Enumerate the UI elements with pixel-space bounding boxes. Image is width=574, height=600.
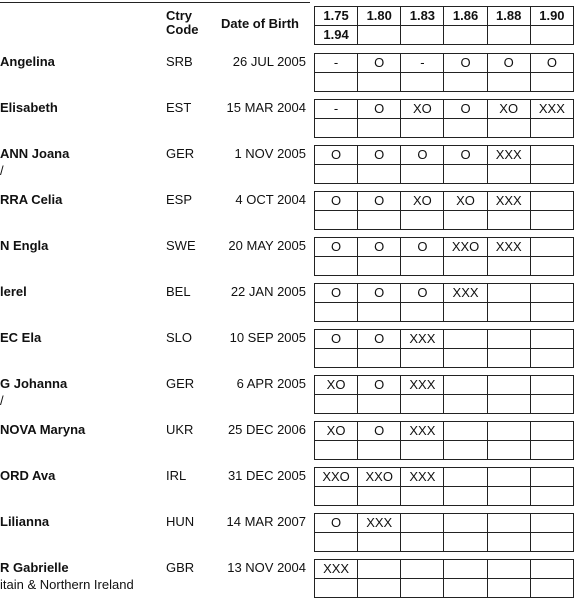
attempt-cell: XXO	[315, 468, 358, 487]
attempt-cell-blank	[358, 73, 401, 92]
attempts-row	[315, 100, 574, 119]
attempt-cell	[401, 560, 444, 579]
attempt-cell: O	[444, 146, 487, 165]
attempt-cell-blank	[358, 119, 401, 138]
attempt-cell: O	[315, 284, 358, 303]
attempt-cell	[530, 330, 573, 349]
attempts-row-blank	[315, 579, 574, 598]
height-cell: 1.75	[315, 7, 358, 26]
attempt-cell-blank	[530, 533, 573, 552]
attempt-cell: O	[358, 284, 401, 303]
attempt-cell-blank	[530, 257, 573, 276]
attempt-cell-blank	[315, 349, 358, 368]
heights-header-row-2	[315, 26, 574, 45]
attempt-cell: XXX	[401, 468, 444, 487]
attempt-cell-blank	[530, 303, 573, 322]
athlete-subtext: /	[0, 393, 4, 408]
height-cell: 1.86	[444, 7, 487, 26]
attempt-cell-blank	[315, 119, 358, 138]
attempt-cell-blank	[401, 579, 444, 598]
date-of-birth: 15 MAR 2004	[226, 100, 306, 115]
date-of-birth: 31 DEC 2005	[227, 468, 306, 483]
athlete-name: EC Ela	[0, 330, 42, 345]
athlete-name: ANN Joana	[0, 146, 70, 161]
attempt-cell: XXX	[487, 192, 530, 211]
attempt-cell	[487, 468, 530, 487]
country-code: SWE	[166, 238, 196, 253]
attempt-cell: O	[358, 100, 401, 119]
date-of-birth: 14 MAR 2007	[226, 514, 306, 529]
attempts-row	[315, 468, 574, 487]
attempt-cell	[487, 422, 530, 441]
attempts-row-blank	[315, 533, 574, 552]
attempt-cell: XXX	[530, 100, 573, 119]
country-code: SRB	[166, 54, 193, 69]
attempt-cell: XO	[315, 422, 358, 441]
attempt-cell	[487, 330, 530, 349]
attempt-cell-blank	[315, 395, 358, 414]
athlete-subtext: /	[0, 163, 4, 178]
height-cell: 1.80	[358, 7, 401, 26]
height-cell: 1.90	[530, 7, 573, 26]
attempt-cell	[444, 514, 487, 533]
attempt-cell: XXX	[358, 514, 401, 533]
attempt-cell-blank	[444, 257, 487, 276]
attempt-cell-blank	[401, 73, 444, 92]
height-cell: 1.94	[315, 26, 358, 45]
country-code: GER	[166, 146, 195, 161]
date-of-birth: 13 NOV 2004	[227, 560, 306, 575]
attempt-cell-blank	[315, 257, 358, 276]
country-code: HUN	[166, 514, 195, 529]
attempt-cell-blank	[530, 119, 573, 138]
attempt-cell-blank	[401, 165, 444, 184]
height-cell: 1.88	[487, 7, 530, 26]
attempt-cell: XO	[444, 192, 487, 211]
attempt-cell-blank	[315, 73, 358, 92]
attempt-cell-blank	[487, 487, 530, 506]
attempt-cell: XO	[487, 100, 530, 119]
attempts-row-blank	[315, 257, 574, 276]
attempts-row-blank	[315, 349, 574, 368]
athlete-name: R Gabrielle	[0, 560, 69, 575]
attempts-grid	[314, 467, 574, 506]
attempt-cell	[358, 560, 401, 579]
attempt-cell: XXX	[315, 560, 358, 579]
athlete-name: lerel	[0, 284, 27, 299]
column-header-ctry-code: Ctry Code	[166, 8, 199, 37]
attempt-cell-blank	[530, 579, 573, 598]
attempt-cell	[487, 514, 530, 533]
attempt-cell-blank	[358, 533, 401, 552]
attempt-cell-blank	[401, 119, 444, 138]
athlete-name: G Johanna	[0, 376, 68, 391]
attempts-grid	[314, 99, 574, 138]
attempts-grid	[314, 375, 574, 414]
attempt-cell-blank	[401, 533, 444, 552]
attempt-cell-blank	[358, 303, 401, 322]
athlete-name: Angelina	[0, 54, 55, 69]
attempt-cell-blank	[315, 211, 358, 230]
attempt-cell-blank	[487, 349, 530, 368]
height-cell	[530, 26, 573, 45]
attempt-cell	[401, 514, 444, 533]
attempt-cell-blank	[315, 533, 358, 552]
attempt-cell: O	[401, 238, 444, 257]
attempts-row-blank	[315, 211, 574, 230]
attempt-cell-blank	[401, 487, 444, 506]
country-code: SLO	[166, 330, 193, 345]
attempt-cell: -	[401, 54, 444, 73]
attempt-cell: O	[358, 146, 401, 165]
attempts-grid	[314, 191, 574, 230]
attempt-cell	[530, 468, 573, 487]
attempt-cell-blank	[487, 165, 530, 184]
attempts-row	[315, 422, 574, 441]
attempt-cell: O	[487, 54, 530, 73]
column-header-date-of-birth: Date of Birth	[221, 16, 299, 31]
attempt-cell-blank	[315, 165, 358, 184]
country-code: EST	[166, 100, 192, 115]
attempts-row	[315, 284, 574, 303]
date-of-birth: 10 SEP 2005	[229, 330, 306, 345]
date-of-birth: 25 DEC 2006	[227, 422, 306, 437]
attempt-cell-blank	[487, 211, 530, 230]
attempts-grid	[314, 421, 574, 460]
attempt-cell-blank	[358, 395, 401, 414]
attempt-cell: O	[401, 146, 444, 165]
attempt-cell-blank	[358, 441, 401, 460]
attempt-cell-blank	[358, 487, 401, 506]
athlete-name: Lilianna	[0, 514, 50, 529]
attempt-cell: O	[315, 330, 358, 349]
attempt-cell: XXX	[487, 238, 530, 257]
attempt-cell: -	[315, 100, 358, 119]
attempt-cell: O	[401, 284, 444, 303]
attempt-cell-blank	[444, 533, 487, 552]
date-of-birth: 1 NOV 2005	[234, 146, 306, 161]
heights-header-grid	[314, 6, 574, 45]
country-code: GER	[166, 376, 195, 391]
attempt-cell-blank	[530, 165, 573, 184]
attempts-row-blank	[315, 441, 574, 460]
athlete-subtext: itain & Northern Ireland	[0, 577, 134, 592]
attempts-row	[315, 560, 574, 579]
country-code: ESP	[166, 192, 193, 207]
attempt-cell-blank	[444, 303, 487, 322]
attempt-cell: XXX	[401, 376, 444, 395]
attempts-row	[315, 146, 574, 165]
header-top-rule	[0, 2, 310, 3]
attempts-row	[315, 376, 574, 395]
attempt-cell-blank	[444, 73, 487, 92]
athlete-name: Elisabeth	[0, 100, 58, 115]
attempt-cell-blank	[444, 395, 487, 414]
attempts-grid	[314, 53, 574, 92]
attempts-row-blank	[315, 165, 574, 184]
attempt-cell: O	[444, 54, 487, 73]
attempt-cell-blank	[530, 441, 573, 460]
attempt-cell: O	[315, 192, 358, 211]
attempt-cell: XO	[401, 192, 444, 211]
attempt-cell: -	[315, 54, 358, 73]
attempt-cell-blank	[530, 349, 573, 368]
attempt-cell: O	[530, 54, 573, 73]
height-cell	[487, 26, 530, 45]
attempt-cell-blank	[530, 487, 573, 506]
attempt-cell	[444, 468, 487, 487]
date-of-birth: 6 APR 2005	[236, 376, 306, 391]
date-of-birth: 20 MAY 2005	[228, 238, 306, 253]
attempt-cell-blank	[401, 395, 444, 414]
attempt-cell-blank	[401, 441, 444, 460]
attempt-cell	[487, 560, 530, 579]
country-code: BEL	[166, 284, 191, 299]
attempts-grid	[314, 559, 574, 598]
attempt-cell-blank	[530, 211, 573, 230]
attempt-cell: O	[358, 376, 401, 395]
attempt-cell-blank	[358, 349, 401, 368]
attempt-cell: XXX	[487, 146, 530, 165]
attempt-cell-blank	[444, 579, 487, 598]
attempt-cell-blank	[444, 487, 487, 506]
country-code: IRL	[166, 468, 187, 483]
attempt-cell	[530, 560, 573, 579]
attempt-cell: XXX	[401, 330, 444, 349]
attempt-cell-blank	[401, 257, 444, 276]
attempts-grid	[314, 283, 574, 322]
attempt-cell-blank	[487, 441, 530, 460]
attempt-cell: O	[315, 514, 358, 533]
attempt-cell-blank	[315, 303, 358, 322]
athlete-name: ORD Ava	[0, 468, 56, 483]
attempts-grid	[314, 513, 574, 552]
attempts-row	[315, 238, 574, 257]
height-cell	[358, 26, 401, 45]
attempt-cell	[530, 192, 573, 211]
attempt-cell	[530, 514, 573, 533]
attempts-row	[315, 330, 574, 349]
attempt-cell-blank	[444, 211, 487, 230]
attempt-cell: O	[358, 192, 401, 211]
attempt-cell	[444, 422, 487, 441]
attempt-cell-blank	[401, 349, 444, 368]
date-of-birth: 4 OCT 2004	[235, 192, 306, 207]
attempts-row	[315, 514, 574, 533]
attempts-row-blank	[315, 487, 574, 506]
attempt-cell-blank	[487, 119, 530, 138]
attempt-cell: O	[358, 330, 401, 349]
attempt-cell	[530, 422, 573, 441]
attempt-cell	[444, 376, 487, 395]
attempt-cell-blank	[487, 395, 530, 414]
attempts-row-blank	[315, 119, 574, 138]
height-cell	[401, 26, 444, 45]
attempt-cell: O	[444, 100, 487, 119]
date-of-birth: 26 JUL 2005	[232, 54, 306, 69]
attempt-cell-blank	[358, 579, 401, 598]
attempt-cell: XXO	[444, 238, 487, 257]
attempt-cell-blank	[487, 73, 530, 92]
athlete-name: RRA Celia	[0, 192, 63, 207]
attempt-cell-blank	[487, 533, 530, 552]
height-cell: 1.83	[401, 7, 444, 26]
attempt-cell-blank	[315, 487, 358, 506]
attempts-grid	[314, 145, 574, 184]
attempt-cell-blank	[358, 165, 401, 184]
date-of-birth: 22 JAN 2005	[230, 284, 306, 299]
attempts-row-blank	[315, 73, 574, 92]
attempt-cell	[530, 146, 573, 165]
attempts-grid	[314, 329, 574, 368]
attempt-cell: XXO	[358, 468, 401, 487]
attempt-cell	[487, 284, 530, 303]
attempt-cell	[444, 560, 487, 579]
attempt-cell-blank	[487, 579, 530, 598]
athlete-name: NOVA Maryna	[0, 422, 86, 437]
attempt-cell-blank	[530, 395, 573, 414]
attempts-row	[315, 54, 574, 73]
attempt-cell: XO	[401, 100, 444, 119]
attempt-cell	[487, 376, 530, 395]
attempt-cell: O	[358, 54, 401, 73]
attempt-cell-blank	[401, 211, 444, 230]
attempt-cell	[530, 284, 573, 303]
attempt-cell-blank	[444, 165, 487, 184]
attempt-cell: O	[358, 238, 401, 257]
attempt-cell	[530, 238, 573, 257]
attempt-cell: XXX	[401, 422, 444, 441]
attempt-cell: XXX	[444, 284, 487, 303]
attempt-cell: O	[315, 146, 358, 165]
attempt-cell-blank	[358, 257, 401, 276]
attempts-row-blank	[315, 395, 574, 414]
attempt-cell-blank	[358, 211, 401, 230]
attempt-cell-blank	[487, 303, 530, 322]
attempt-cell	[530, 376, 573, 395]
athlete-name: N Engla	[0, 238, 49, 253]
attempts-grid	[314, 237, 574, 276]
attempt-cell-blank	[315, 579, 358, 598]
heights-header-row-1	[315, 7, 574, 26]
height-cell	[444, 26, 487, 45]
country-code: GBR	[166, 560, 195, 575]
attempt-cell-blank	[487, 257, 530, 276]
attempt-cell-blank	[444, 349, 487, 368]
attempt-cell-blank	[401, 303, 444, 322]
country-code: UKR	[166, 422, 194, 437]
attempt-cell: XO	[315, 376, 358, 395]
attempt-cell-blank	[444, 119, 487, 138]
attempt-cell-blank	[315, 441, 358, 460]
attempt-cell-blank	[444, 441, 487, 460]
attempts-row-blank	[315, 303, 574, 322]
attempt-cell-blank	[530, 73, 573, 92]
attempt-cell: O	[358, 422, 401, 441]
attempts-row	[315, 192, 574, 211]
attempt-cell: O	[315, 238, 358, 257]
attempt-cell	[444, 330, 487, 349]
